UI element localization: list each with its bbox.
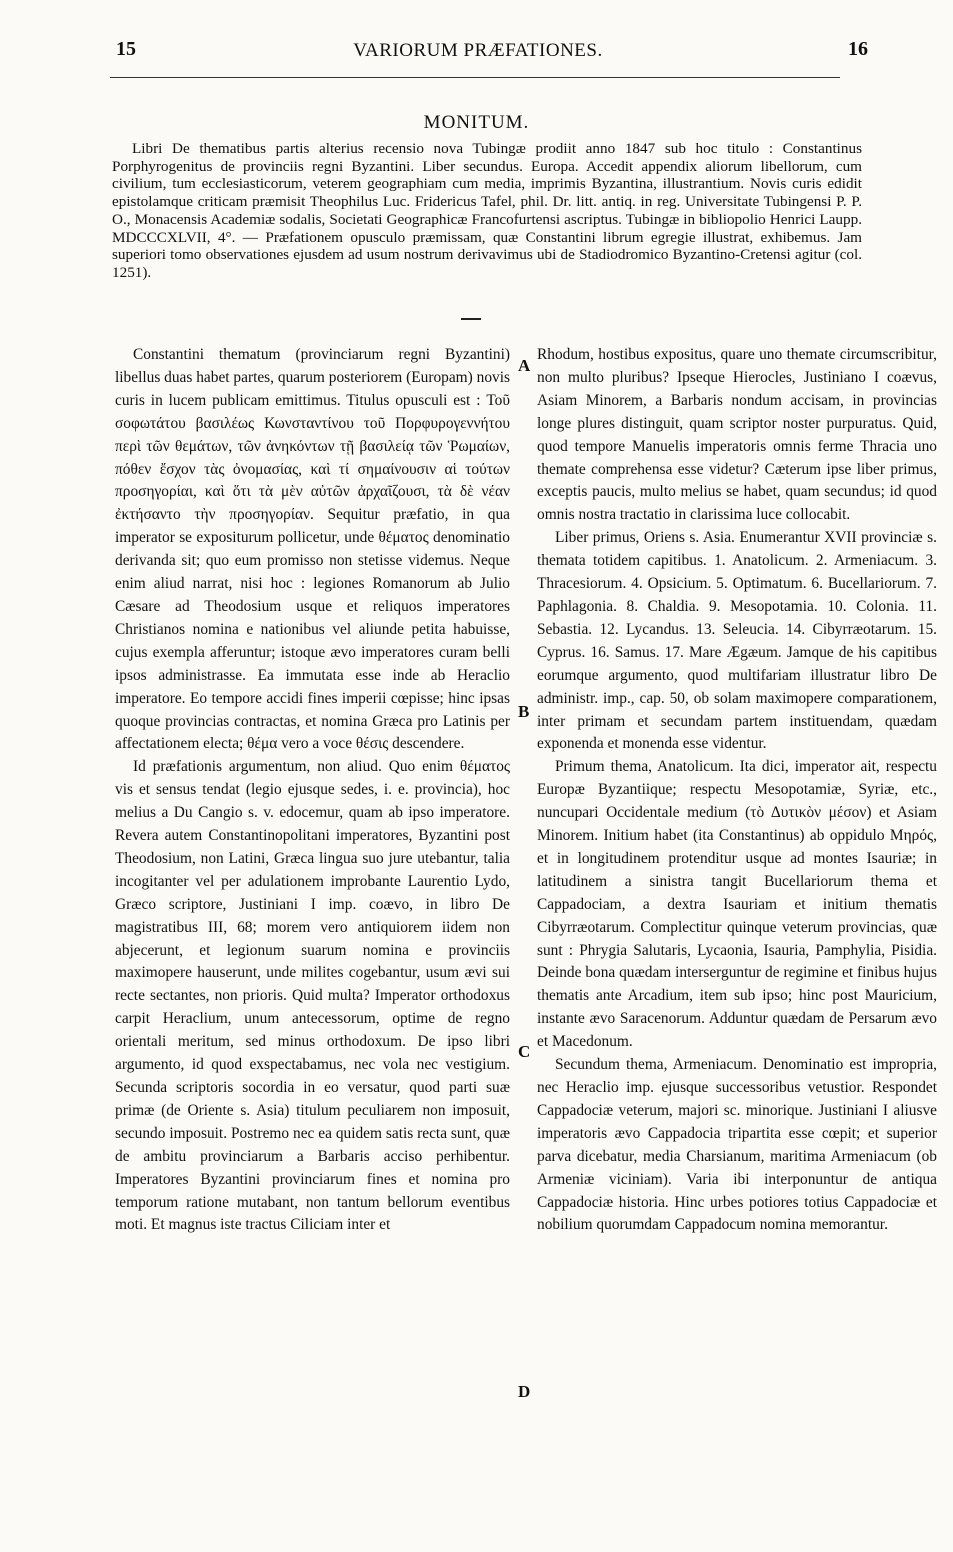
right-paragraph-3: Primum thema, Anatolicum. Ita dici, imperator ait, respectu Europæ Byzantiique; respectu Mesopotamiæ, Syriæ, etc., nuncupari Occidentale medium (τὸ Δυτικὸν μέσον) et Asiam Minorem. Initium habet (ita Constantinus) ab oppidulo Μηρός, et in longitudinem protenditur usque ad montes Isauriæ; in latitudinem a sinistra tangit Bucellariorum thema et Cappadociam, a dextra Isauriam et initium thematis Cibyrræotarum. Complectitur quinque veterum provincias, quæ sunt : Phrygia Salutaris, Lycaonia, Isauria, Pamphylia, Pisidia. Deinde bona quædam interserguntur de regimine et finibus hujus thematis ante Arcadium, item sub ipso; hinc post Mauricium, instante ævo Saracenorum. Adduntur quædam de Persarum ævo et Macedonum. — [537, 758, 937, 1051]
section-divider — [461, 318, 481, 320]
section-title: MONITUM. — [423, 112, 530, 133]
intro-paragraph-block — [112, 140, 862, 282]
left-paragraph-1: Constantini thematum (provinciarum regni Byzantini) libellus duas habet partes, quarum posteriorem (Europam) novis curis in lucem publicam emittimus. Titulus opusculi est : Τοῦ σοφωτάτου βασιλέως Κωνσταντίνου τοῦ Πορφυρογεννήτου περὶ τῶν θεμάτων, τῶν ἀνηκόντων τῇ βασιλείᾳ τῶν Ῥωμαίων, πόθεν ἔσχον τὰς ὀνομασίας, καὶ τί σημαίνουσιν αἱ τούτων προσηγορίαι, καὶ ὅτι τὰ μὲν αὐτῶν ἀρχαῖζουσι, τὰ δὲ νέαν ἐκτήσαντο τὴν προσηγορίαν. Sequitur præfatio, in qua imperator se expositurum pollicetur, unde θέματος denominatio derivanda sit; quo eum promisso non stetisse videmus. Neque enim aliud narrat, nisi hoc : legiones Romanorum ab Julio Cæsare ad Theodosium usque et reliquos imperatores Christianos nomina e nationibus vel aliunde petita habuisse, cujus exempla afferuntur; istoque ævo imperatores curam belli ipsos administrasse. Ea immutata esse inde ab Heraclio imperatore. Eo tempore accidi fines imperii cœpisse; hinc ipsas quoque provincias contractas, et nomina Græca pro Latinis per affectationem electa; θέμα vero a voce θέσις descendere. — [115, 346, 510, 753]
running-head — [88, 38, 868, 62]
margin-letter-b: B — [518, 702, 530, 721]
header-rule — [110, 77, 840, 78]
page-number-left: 15 — [116, 38, 136, 60]
margin-letter-a: A — [518, 356, 531, 375]
margin-letter-d: D — [518, 1382, 531, 1401]
left-column — [115, 344, 510, 1237]
intro-paragraph: Libri De thematibus partis alterius recensio nova Tubingæ prodiit anno 1847 sub hoc titulo : Constantinus Porphyrogenitus de provinciis regni Byzantini. Liber secundus. Europa. Accedit appendix aliorum libellorum, cum civilium, tum ecclesiasticorum, veterem geographiam cum media, imprimis Byzantina, illustrantium. Novis curis edidit epistolamque criticam præmisit Theophilus Luc. Fridericus Tafel, phil. Dr. litt. antiq. in reg. Universitate Tubingensi P. P. O., Monacensis Academiæ sodalis, Societati Geographicæ Francofurtensi ascriptus. Tubingæ in bibliopolio Henrici Laupp. MDCCCXLVII, 4°. — Præfationem opusculo præmissam, quæ Constantini librum egregie illustrat, exhibemus. Jam superiori tomo observationes ejusdem ad usum nostrum derivavimus ubi de Stadiodromico Byzantino-Cretensi agitur (col. 1251). — [112, 140, 862, 281]
running-title: VARIORUM PRÆFATIONES. — [353, 40, 603, 61]
right-paragraph-1: Rhodum, hostibus expositus, quare uno themate circumscribitur, non multo pluribus? Ipseque Hierocles, Justiniano I coævus, Asiam Minorem, a Barbaris nondum accisam, in provincias longe plures distinguit, quam scriptor noster purpuratus. Quid, quod tempore Manuelis imperatoris omnis ferme Thracia uno themate comprehensa esse videtur? Cæterum ipse liber primus, exceptis paucis, multo melius se habet, quam secundus; id quod omnis nostra tractatio in clarissima luce collocabit. — [537, 346, 937, 524]
right-column — [537, 344, 937, 1237]
left-paragraph-2: Id præfationis argumentum, non aliud. Quo enim θέματος vis et sensus tendat (legio ejusque sedes, i. e. provincia), hoc melius a Du Cangio s. v. edocemur, quam ab ipso imperatore. Revera autem Constantinopolitani imperatores, Byzantini post Theodosium, non Latini, Græca lingua suo jure utebantur, talia incogitanter vel per adulationem improbante Laurentio Lydo, Græco scriptore, Justiniani I imp. coævo, in libro De magistratibus III, 68; morem vero antiquiorem iidem non abjecerunt, et legionum suarum nomina e provinciis maximopere hauserunt, unde milites cogebantur, usum ævi sui recte sectantes, non prioris. Quid multa? Imperator orthodoxus carpit Heraclium, unum antecessorum, optime de regno orientali meritum, sed minus orthodoxum. De ipso libri argumento, id quod exspectabamus, nec vola nec vestigium. Secunda scriptoris socordia in eo versatur, quod parti suæ primæ (de Oriente s. Asia) titulum peculiarem non imposuit, secundo imposuit. Postremo nec ea quidem satis recta sunt, quæ de ambitu provinciarum a Barbaris acciso perhibentur. Imperatores Byzantini provinciarum fines et nomina pro temporum ratione mutabant, non tantum bellorum eventibus moti. Et magnus iste tractus Ciliciam inter et — [115, 758, 510, 1234]
page-number-right: 16 — [848, 38, 868, 60]
margin-letter-c: C — [518, 1042, 531, 1061]
right-paragraph-4: Secundum thema, Armeniacum. Denominatio est impropria, nec Heraclio imp. ejusque successoribus vetustior. Respondet Cappadociæ veterum, majori sc. minorique. Justiniani I aliusve imperatoris ævo Cappadocia tripartita esse cœpit; et superior parva dicebatur, media Charsianum, maritima Armeniacum (ob Armeniæ viciniam). Varia ibi interponuntur de antiqua Cappadociæ historia. Hinc urbes potiores totius Cappadociæ et nobilium quorumdam Cappadocum nomina memorantur. — [537, 1056, 937, 1234]
right-paragraph-2: Liber primus, Oriens s. Asia. Enumerantur XVII provinciæ s. themata totidem capitibus. 1. Anatolicum. 2. Armeniacum. 3. Thracesiorum. 4. Opsicium. 5. Optimatum. 6. Bucellariorum. 7. Paphlagonia. 8. Chaldia. 9. Mesopotamia. 10. Colonia. 11. Sebastia. 12. Lycandus. 13. Seleucia. 14. Cibyrræotarum. 15. Cyprus. 16. Samus. 17. Mare Ægæum. Jamque de his capitibus eorumque argumento, quod multifariam illustratur libro De administr. imp., cap. 50, ob solam maximopere comparationem, inter primam et secundam partem instituendam, quædam exponenda et monenda esse videntur. — [537, 529, 937, 753]
